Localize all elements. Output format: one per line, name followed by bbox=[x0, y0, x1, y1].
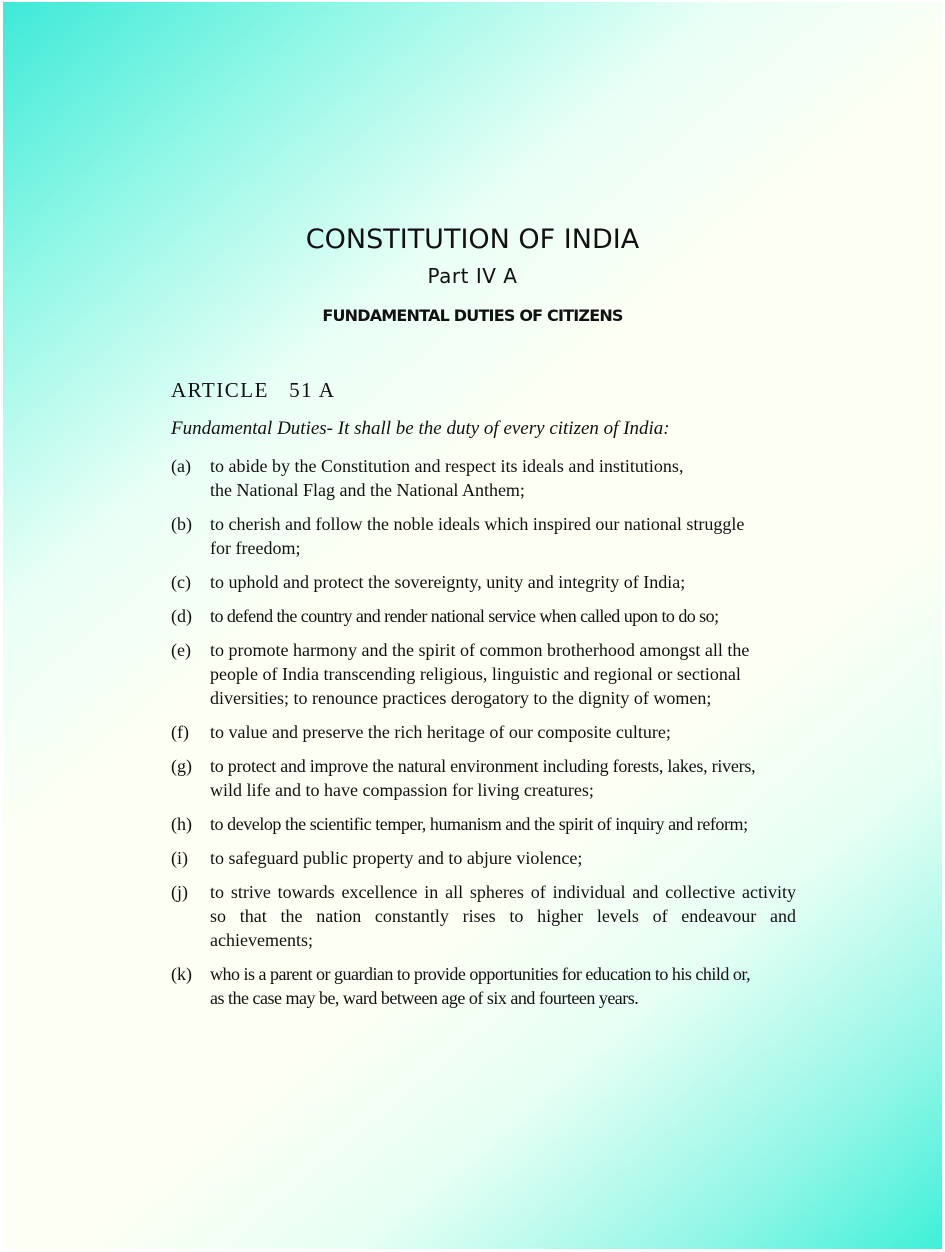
duty-item bbox=[171, 962, 796, 1010]
duties-list bbox=[171, 454, 796, 1020]
duty-item-marker: (a) bbox=[171, 456, 191, 476]
duty-item-line: as the case may be, ward between age of six and fourteen years. bbox=[210, 988, 639, 1008]
duty-item-text bbox=[210, 812, 796, 836]
duty-item-text bbox=[210, 846, 796, 870]
duty-item-line: diversities; to renounce practices derogatory to the dignity of women; bbox=[210, 688, 712, 708]
duty-item-text bbox=[210, 570, 796, 594]
duty-item-line: to abide by the Constitution and respect its ideals and institutions, bbox=[210, 456, 684, 476]
document-page bbox=[3, 2, 942, 1249]
duty-item bbox=[171, 638, 796, 710]
article-heading-text: ARTICLE 51 A bbox=[171, 378, 336, 402]
duty-item-line: achievements; bbox=[210, 930, 313, 950]
section-subtitle: FUNDAMENTAL DUTIES OF CITIZENS bbox=[322, 306, 623, 325]
duty-item-marker: (b) bbox=[171, 514, 192, 534]
duty-item-line: who is a parent or guardian to provide opportunities for education to his child or, bbox=[210, 964, 751, 984]
duty-item-text bbox=[210, 512, 796, 560]
duty-item-text bbox=[210, 638, 796, 710]
duty-item bbox=[171, 570, 796, 594]
duty-item-text bbox=[210, 880, 796, 952]
duty-item bbox=[171, 720, 796, 744]
duty-item bbox=[171, 812, 796, 836]
duty-item-line: to value and preserve the rich heritage of our composite culture; bbox=[210, 722, 671, 742]
article-intro: Fundamental Duties- It shall be the duty of every citizen of India: bbox=[171, 418, 670, 439]
duty-item-line: to develop the scientific temper, humanism and the spirit of inquiry and reform; bbox=[210, 814, 748, 834]
duty-item-line: people of India transcending religious, linguistic and regional or sectional bbox=[210, 664, 741, 684]
duty-item bbox=[171, 846, 796, 870]
duty-item-line: to safeguard public property and to abjure violence; bbox=[210, 848, 583, 868]
duty-item-line: to protect and improve the natural environment including forests, lakes, rivers, bbox=[210, 756, 756, 776]
duty-item-marker: (d) bbox=[171, 606, 192, 626]
duty-item-marker: (h) bbox=[171, 814, 192, 834]
duty-item-marker: (j) bbox=[171, 882, 188, 902]
duty-item-line: to strive towards excellence in all spheres of individual and collective activity bbox=[210, 882, 796, 902]
duty-item-line: the National Flag and the National Anthem; bbox=[210, 480, 525, 500]
duty-item bbox=[171, 604, 796, 628]
duty-item-text bbox=[210, 962, 796, 1010]
duty-item-marker: (i) bbox=[171, 848, 188, 868]
duty-item-text bbox=[210, 454, 796, 502]
duty-item-line: to cherish and follow the noble ideals which inspired our national struggle bbox=[210, 514, 745, 534]
duty-item bbox=[171, 454, 796, 502]
duty-item bbox=[171, 512, 796, 560]
duty-item-marker: (c) bbox=[171, 572, 191, 592]
article-heading bbox=[171, 378, 796, 403]
duty-item-line: to promote harmony and the spirit of common brotherhood amongst all the bbox=[210, 640, 750, 660]
duty-item-marker: (k) bbox=[171, 964, 192, 984]
part-heading: Part IV A bbox=[427, 264, 518, 288]
duty-item-line: to defend the country and render national service when called upon to do so; bbox=[210, 606, 719, 626]
duty-item bbox=[171, 880, 796, 952]
duty-item-line: wild life and to have compassion for living creatures; bbox=[210, 780, 594, 800]
duty-item-text bbox=[210, 720, 796, 744]
duty-item-marker: (f) bbox=[171, 722, 189, 742]
duty-item-line: for freedom; bbox=[210, 538, 301, 558]
duty-item-marker: (g) bbox=[171, 756, 192, 776]
duty-item-text bbox=[210, 754, 796, 802]
duty-item-line: to uphold and protect the sovereignty, unity and integrity of India; bbox=[210, 572, 686, 592]
duty-item-line: so that the nation constantly rises to higher levels of endeavour and bbox=[210, 906, 796, 926]
duty-item bbox=[171, 754, 796, 802]
duty-item-text bbox=[210, 604, 796, 628]
duty-item-marker: (e) bbox=[171, 640, 191, 660]
document-title: CONSTITUTION OF INDIA bbox=[305, 224, 640, 255]
